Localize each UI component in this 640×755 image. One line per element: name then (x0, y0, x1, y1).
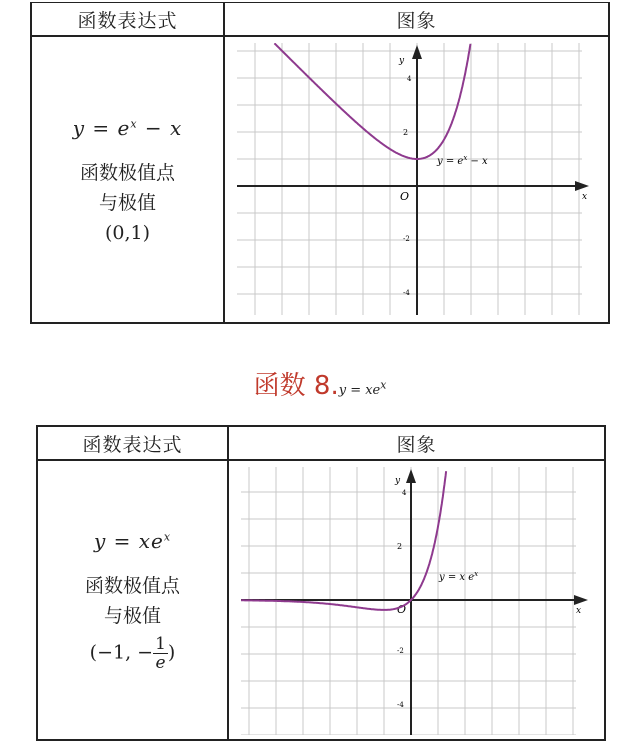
section-title-formula: $y = xe^x$ (338, 378, 387, 398)
x-axis-arrow (574, 595, 588, 605)
extreme-label-line2: 与极值 (98, 191, 156, 214)
x-axis-label: x (576, 606, 582, 616)
tick-y4: 4 (407, 75, 412, 83)
formula-base: y = xe (93, 528, 164, 553)
tick-yn4: -4 (403, 289, 410, 297)
origin-label: O (400, 190, 410, 203)
expression-cell (38, 461, 227, 739)
formula-base: y = e (72, 115, 131, 140)
formula-exponent: x (130, 116, 138, 130)
function-formula (94, 529, 171, 553)
expression-cell (32, 37, 223, 322)
extreme-value: (0,1) (104, 221, 151, 244)
tick-yn2: -2 (397, 647, 404, 655)
fraction-numerator: 1 (155, 633, 166, 654)
tick-yn2: -2 (403, 235, 410, 243)
extreme-label-line1: 函数极值点 (84, 574, 180, 597)
tick-yn4: -4 (397, 701, 404, 709)
tick-y2: 2 (397, 542, 403, 551)
header-graph: 图象 (229, 427, 604, 461)
y-axis-label: y (399, 56, 405, 66)
graph-2 (241, 467, 601, 735)
x-axis-arrow (575, 181, 589, 191)
section-title (0, 365, 640, 402)
header-expression: 函数表达式 (32, 3, 223, 37)
function-table-1 (30, 2, 610, 324)
formula-tail: − x (137, 115, 183, 140)
extreme-value-prefix: (−1, − (89, 641, 154, 663)
y-axis-label: y (395, 476, 401, 486)
curve-ex-minus-x (274, 43, 470, 159)
fraction-denominator: e (155, 652, 166, 673)
function-table-2 (36, 425, 606, 741)
curve-label: y = x $e^x$ (439, 570, 479, 583)
curve-label: $y = e^x - x$ (437, 154, 488, 167)
extreme-value (90, 635, 176, 672)
tick-y2: 2 (403, 128, 409, 137)
column-divider (227, 427, 229, 739)
grid (237, 43, 582, 315)
tick-y4: 4 (402, 489, 407, 497)
extreme-value-suffix: ) (167, 641, 176, 663)
graph-1 (237, 43, 597, 315)
header-graph: 图象 (225, 3, 608, 37)
formula-exponent: x (163, 529, 172, 543)
origin-label: O (397, 603, 407, 616)
column-divider (223, 3, 225, 322)
x-axis-label: x (582, 192, 588, 202)
y-axis-arrow (406, 469, 416, 483)
section-title-label: 函数 8. (253, 371, 339, 401)
header-expression: 函数表达式 (38, 427, 227, 461)
function-formula (73, 116, 183, 140)
extreme-label-line1: 函数极值点 (79, 161, 175, 184)
y-axis-arrow (412, 45, 422, 59)
extreme-label-line2: 与极值 (103, 604, 161, 627)
extreme-value-fraction (153, 635, 168, 672)
